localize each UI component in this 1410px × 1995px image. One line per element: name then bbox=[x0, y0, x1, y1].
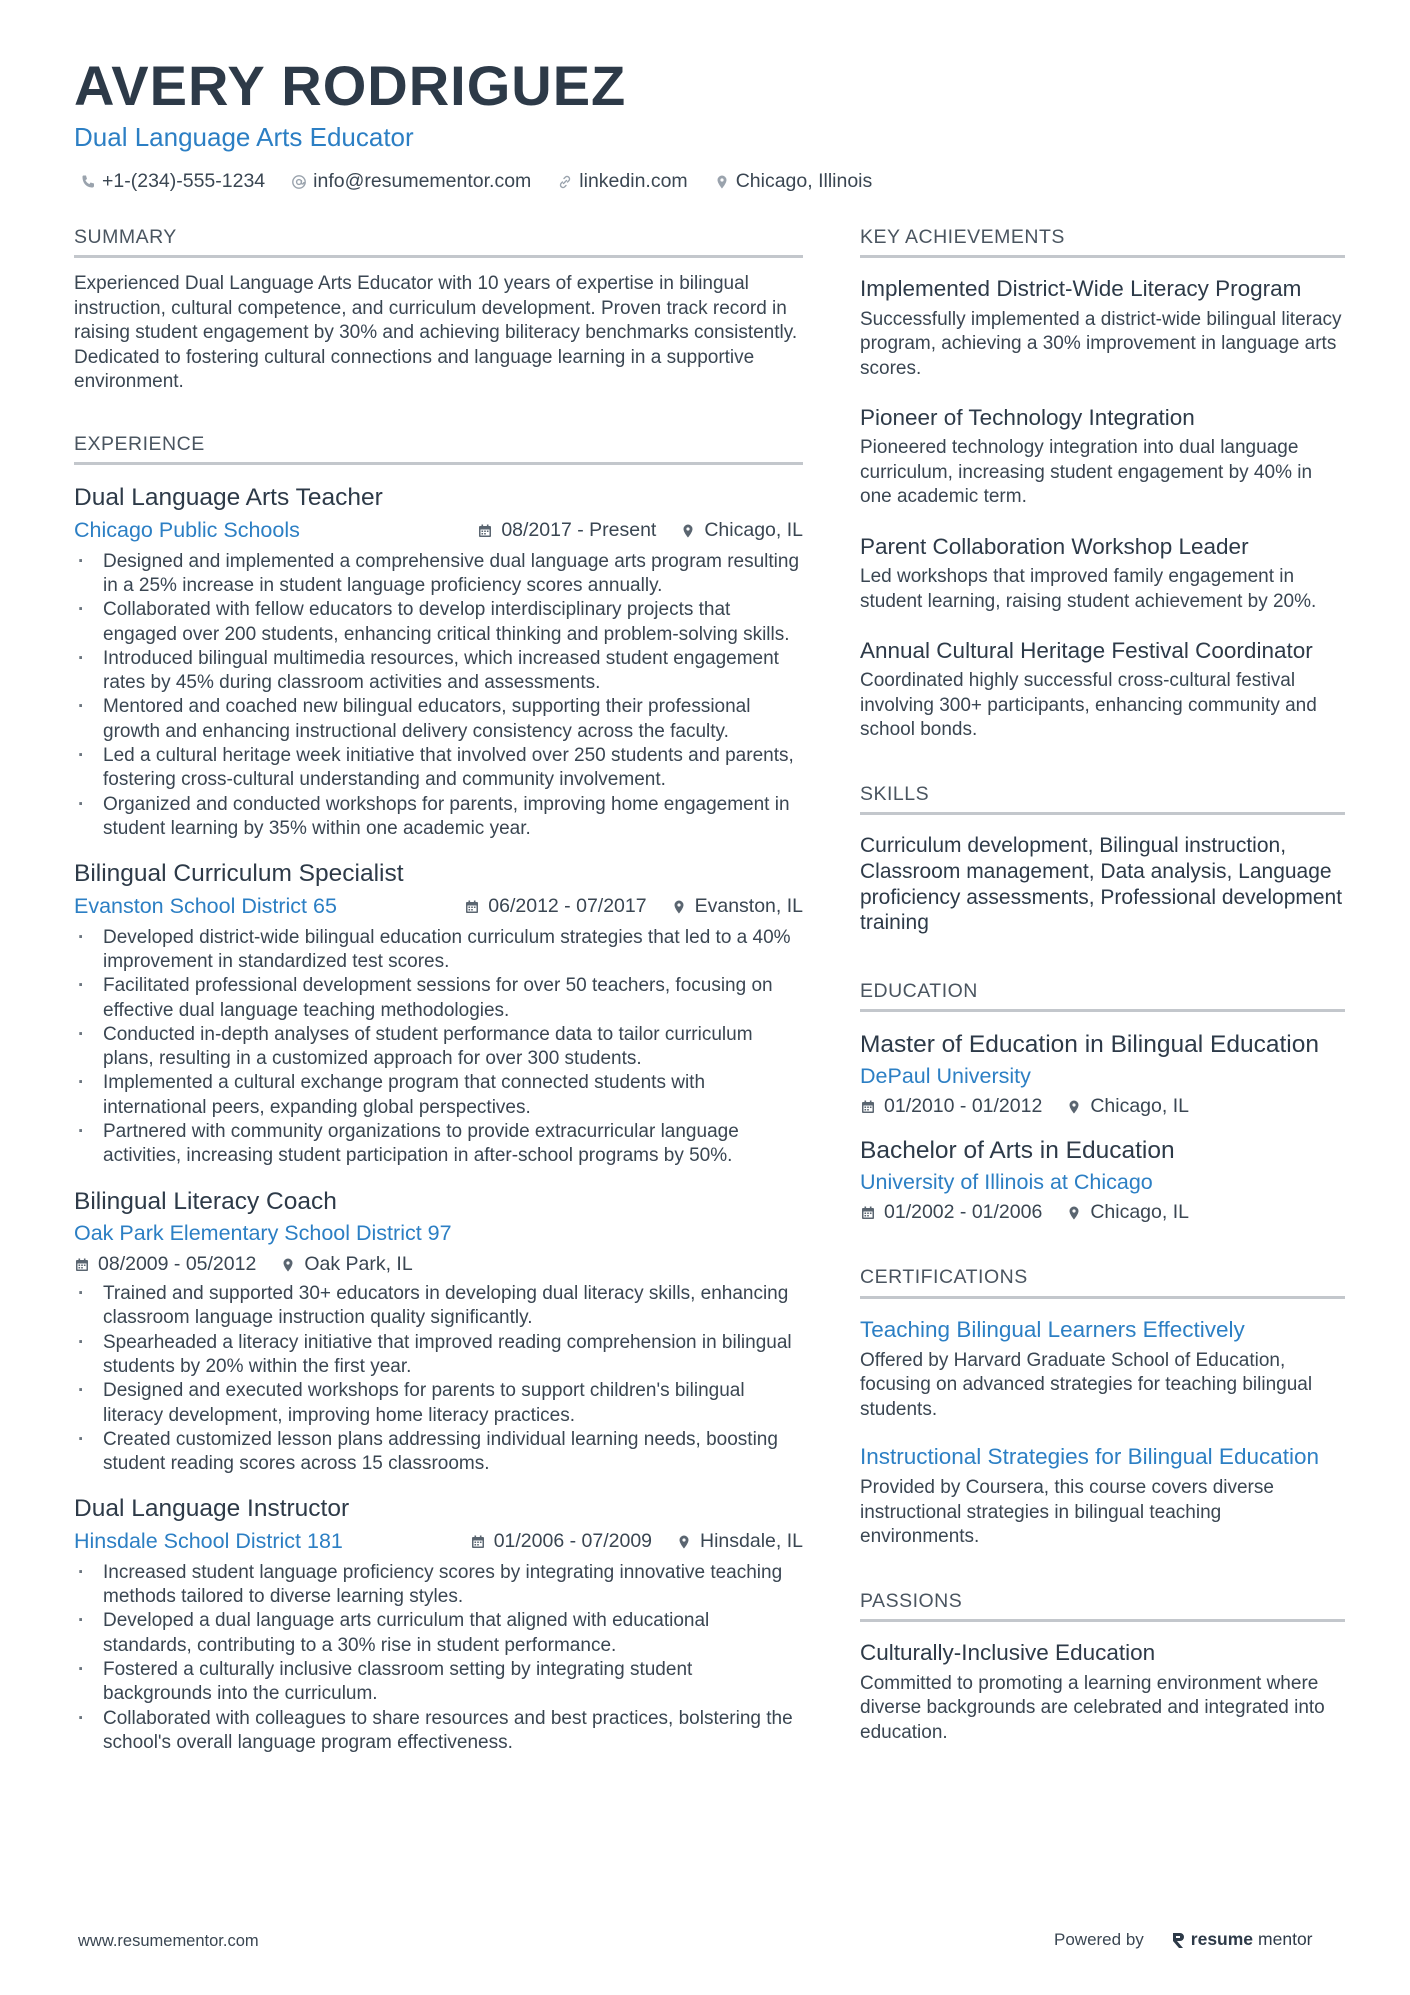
education-dates bbox=[860, 1095, 1042, 1118]
contact-linkedin[interactable] bbox=[557, 170, 687, 193]
job-company: Oak Park Elementary School District 97 bbox=[74, 1221, 452, 1246]
job-entry bbox=[74, 859, 803, 1168]
job-dates bbox=[477, 519, 656, 542]
job-bullet: · Facilitated professional development sessions for over 50 teachers, focusing on effective dual language teaching methodologies. bbox=[74, 974, 803, 1023]
job-bullets bbox=[74, 550, 803, 842]
education-school: University of Illinois at Chicago bbox=[860, 1170, 1153, 1195]
location-pin-icon bbox=[280, 1257, 296, 1273]
certification-title: Teaching Bilingual Learners Effectively bbox=[860, 1316, 1245, 1342]
calendar-icon bbox=[74, 1257, 90, 1273]
certification-item bbox=[860, 1442, 1345, 1550]
location-pin-icon bbox=[1066, 1205, 1082, 1221]
calendar-icon bbox=[464, 899, 480, 915]
job-meta bbox=[74, 1253, 803, 1276]
location-pin-icon bbox=[676, 1534, 692, 1550]
contact-email[interactable] bbox=[291, 170, 531, 193]
job-location bbox=[280, 1253, 412, 1276]
calendar-icon bbox=[470, 1534, 486, 1550]
job-company: Hinsdale School District 181 bbox=[74, 1529, 343, 1554]
job-location bbox=[676, 1530, 803, 1553]
job-header-row bbox=[74, 894, 803, 920]
certification-title: Instructional Strategies for Bilingual Education bbox=[860, 1444, 1320, 1470]
job-bullet: · Led a cultural heritage week initiative that involved over 250 students and parents, fostering cross-cultural understanding and community involvement. bbox=[74, 744, 803, 793]
job-bullet: · Trained and supported 30+ educators in developing dual literacy skills, enhancing classroom language instruction quality significantly. bbox=[74, 1282, 803, 1331]
achievement-title: Implemented District-Wide Literacy Program bbox=[860, 276, 1302, 302]
candidate-title: Dual Language Arts Educator bbox=[74, 122, 414, 152]
summary-heading: SUMMARY bbox=[74, 226, 803, 258]
summary-text: Experienced Dual Language Arts Educator with 10 years of expertise in bilingual instruction, cultural competence, and curriculum development. Proven track record in raising student engagement by 30% and achieving biliteracy benchmarks consistently. Dedicated to fostering cultural connections and language learning in a supportive environment. bbox=[74, 273, 798, 393]
powered-by-label: Powered by bbox=[1054, 1929, 1144, 1949]
footer-branding bbox=[1054, 1929, 1313, 1950]
job-bullet: · Created customized lesson plans addressing individual learning needs, boosting student reading scores across 15 classrooms. bbox=[74, 1428, 803, 1477]
achievement-desc: Pioneered technology integration into dual language curriculum, increasing student engagement by 40% in one academic term. bbox=[860, 437, 1313, 508]
job-company: Chicago Public Schools bbox=[74, 517, 300, 542]
achievement-title: Parent Collaboration Workshop Leader bbox=[860, 533, 1249, 559]
phone-icon bbox=[80, 174, 96, 190]
education-dates bbox=[860, 1201, 1042, 1224]
job-bullets bbox=[74, 1282, 803, 1476]
certification-desc: Offered by Harvard Graduate School of Education, focusing on advanced strategies for teaching bilingual students. bbox=[860, 1349, 1313, 1420]
achievement-item bbox=[860, 532, 1345, 614]
job-bullets bbox=[74, 1561, 803, 1755]
job-bullet: · Partnered with community organizations to provide extracurricular language activities, increasing student participation in after-school programs by 50%. bbox=[74, 1120, 803, 1169]
education-school: DePaul University bbox=[860, 1064, 1031, 1089]
job-title: Dual Language Arts Teacher bbox=[74, 484, 383, 512]
contact-phone[interactable] bbox=[80, 170, 265, 193]
job-location bbox=[671, 895, 803, 918]
job-meta bbox=[470, 1530, 803, 1553]
calendar-icon bbox=[477, 523, 493, 539]
job-dates bbox=[464, 895, 646, 918]
education-item bbox=[860, 1136, 1345, 1224]
job-bullet: · Spearheaded a literacy initiative that improved reading comprehension in bilingual students by 20% within the first year. bbox=[74, 1331, 803, 1380]
job-title: Dual Language Instructor bbox=[74, 1495, 350, 1523]
education-dates-text: 01/2010 - 01/2012 bbox=[884, 1095, 1043, 1118]
job-dates-text: 06/2012 - 07/2017 bbox=[488, 895, 647, 918]
job-bullet: · Organized and conducted workshops for parents, improving home engagement in student learning by 35% within one academic year. bbox=[74, 793, 803, 842]
job-meta bbox=[477, 519, 803, 542]
brand-logo[interactable] bbox=[1172, 1929, 1313, 1950]
brand-name-bold: resume bbox=[1190, 1929, 1254, 1949]
job-title: Bilingual Curriculum Specialist bbox=[74, 860, 404, 888]
education-location bbox=[1066, 1201, 1189, 1224]
resumementor-logo-icon bbox=[1172, 1931, 1186, 1949]
job-bullet: · Introduced bilingual multimedia resources, which increased student engagement rates by 45% during classroom activities and assessments. bbox=[74, 647, 803, 696]
contact-linkedin-text: linkedin.com bbox=[579, 170, 688, 192]
job-bullet: · Conducted in-depth analyses of student performance data to tailor curriculum plans, resulting in a customized approach for over 300 students. bbox=[74, 1023, 803, 1072]
achievement-desc: Coordinated highly successful cross-cultural festival involving 300+ participants, enhancing community and school bonds. bbox=[860, 670, 1317, 741]
achievement-desc: Successfully implemented a district-wide bilingual literacy program, achieving a 30% improvement in language arts scores. bbox=[860, 308, 1342, 379]
job-bullet: · Developed a dual language arts curriculum that aligned with educational standards, contributing to a 30% rise in student performance. bbox=[74, 1609, 803, 1658]
job-location-text: Chicago, IL bbox=[704, 519, 803, 542]
job-dates-text: 01/2006 - 07/2009 bbox=[493, 1530, 653, 1553]
achievement-title: Pioneer of Technology Integration bbox=[860, 405, 1195, 431]
at-icon bbox=[291, 174, 307, 190]
education-dates-text: 01/2002 - 01/2006 bbox=[884, 1201, 1043, 1224]
passion-item bbox=[860, 1638, 1345, 1745]
achievement-item bbox=[860, 274, 1345, 381]
education-location-text: Chicago, IL bbox=[1090, 1095, 1189, 1118]
left-column bbox=[74, 226, 803, 1755]
job-location-text: Hinsdale, IL bbox=[700, 1530, 803, 1553]
job-entry bbox=[74, 1494, 803, 1755]
achievement-title: Annual Cultural Heritage Festival Coordinator bbox=[860, 638, 1313, 664]
job-dates bbox=[74, 1253, 256, 1276]
job-header-row bbox=[74, 518, 803, 544]
job-title: Bilingual Literacy Coach bbox=[74, 1187, 337, 1215]
job-location bbox=[680, 519, 803, 542]
achievement-item bbox=[860, 636, 1345, 743]
job-bullet: · Increased student language proficiency scores by integrating innovative teaching methods tailored to diverse learning styles. bbox=[74, 1561, 803, 1610]
education-meta bbox=[860, 1095, 1345, 1118]
skills-list: Curriculum development, Bilingual instruction, Classroom management, Data analysis, Language proficiency assessments, Professional development training bbox=[860, 834, 1343, 935]
location-pin-icon bbox=[671, 899, 687, 915]
job-bullet: · Designed and executed workshops for parents to support children's bilingual literacy development, improving home literacy practices. bbox=[74, 1379, 803, 1428]
job-bullet: · Fostered a culturally inclusive classroom setting by integrating student backgrounds into the curriculum. bbox=[74, 1658, 803, 1707]
education-location bbox=[1066, 1095, 1189, 1118]
location-pin-icon bbox=[680, 523, 696, 539]
passion-desc: Committed to promoting a learning environment where diverse backgrounds are celebrated and integrated into education. bbox=[860, 1672, 1325, 1743]
job-bullets bbox=[74, 926, 803, 1169]
job-entry bbox=[74, 483, 803, 841]
job-bullet: · Implemented a cultural exchange program that connected students with international peers, expanding global perspectives. bbox=[74, 1071, 803, 1120]
calendar-icon bbox=[860, 1099, 876, 1115]
passion-title: Culturally-Inclusive Education bbox=[860, 1640, 1156, 1666]
job-header-row bbox=[74, 1529, 803, 1555]
job-bullet: · Mentored and coached new bilingual educators, supporting their professional growth and enhancing instructional delivery consistency across the faculty. bbox=[74, 695, 803, 744]
certification-desc: Provided by Coursera, this course covers diverse instructional strategies in bilingual teaching environments. bbox=[860, 1477, 1274, 1548]
education-heading: EDUCATION bbox=[860, 980, 1345, 1012]
passions-heading: PASSIONS bbox=[860, 1590, 1345, 1622]
contact-location-text: Chicago, Illinois bbox=[735, 170, 873, 192]
contact-phone-text: +1-(234)-555-1234 bbox=[102, 170, 266, 192]
job-company: Evanston School District 65 bbox=[74, 893, 337, 918]
contact-location bbox=[714, 170, 873, 193]
job-location-text: Evanston, IL bbox=[694, 895, 803, 918]
footer-website[interactable]: www.resumementor.com bbox=[78, 1932, 259, 1950]
education-degree: Master of Education in Bilingual Education bbox=[860, 1031, 1319, 1059]
calendar-icon bbox=[860, 1205, 876, 1221]
certifications-heading: CERTIFICATIONS bbox=[860, 1266, 1345, 1298]
education-item bbox=[860, 1030, 1345, 1118]
job-bullet: · Collaborated with colleagues to share resources and best practices, bolstering the school's overall language program effectiveness. bbox=[74, 1707, 803, 1756]
contact-bar bbox=[80, 170, 872, 193]
certification-item bbox=[860, 1315, 1345, 1423]
job-dates-text: 08/2017 - Present bbox=[501, 519, 657, 542]
achievement-item bbox=[860, 403, 1345, 510]
job-entry bbox=[74, 1187, 803, 1477]
experience-heading: EXPERIENCE bbox=[74, 433, 803, 465]
job-bullet: · Designed and implemented a comprehensive dual language arts program resulting in a 25% increase in student language proficiency scores annually. bbox=[74, 550, 803, 599]
job-bullet: · Developed district-wide bilingual education curriculum strategies that led to a 40% improvement in standardized test scores. bbox=[74, 926, 803, 975]
candidate-name: AVERY RODRIGUEZ bbox=[74, 54, 627, 117]
achievements-heading: KEY ACHIEVEMENTS bbox=[860, 226, 1345, 258]
location-pin-icon bbox=[714, 174, 730, 190]
right-column bbox=[860, 226, 1345, 1767]
job-dates-text: 08/2009 - 05/2012 bbox=[98, 1253, 257, 1276]
job-dates bbox=[470, 1530, 652, 1553]
brand-name-light: mentor bbox=[1258, 1929, 1313, 1949]
achievement-desc: Led workshops that improved family engagement in student learning, raising student achievement by 20%. bbox=[860, 566, 1317, 612]
job-bullet: · Collaborated with fellow educators to develop interdisciplinary projects that engaged over 200 students, enhancing critical thinking and problem-solving skills. bbox=[74, 598, 803, 647]
location-pin-icon bbox=[1066, 1099, 1082, 1115]
job-location-text: Oak Park, IL bbox=[304, 1253, 413, 1276]
skills-heading: SKILLS bbox=[860, 783, 1345, 815]
education-meta bbox=[860, 1201, 1345, 1224]
education-degree: Bachelor of Arts in Education bbox=[860, 1137, 1175, 1165]
education-location-text: Chicago, IL bbox=[1090, 1201, 1189, 1224]
job-meta bbox=[464, 895, 803, 918]
link-icon bbox=[557, 174, 573, 190]
contact-email-text: info@resumementor.com bbox=[313, 170, 532, 192]
